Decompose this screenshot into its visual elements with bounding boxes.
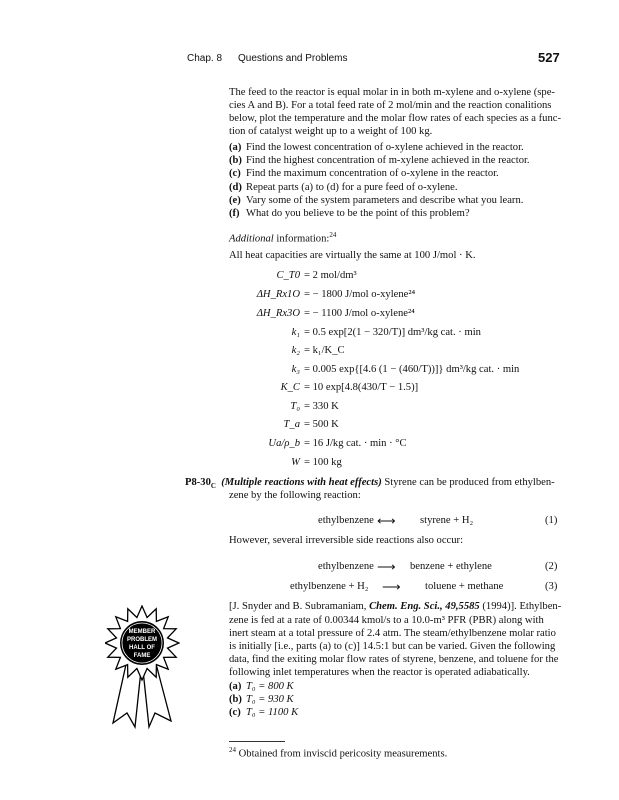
- equation-lhs: k₃: [291, 364, 300, 375]
- part-text: Vary some of the system parameters and describe what you learn.: [246, 195, 524, 206]
- equation-lhs: ΔH_Rx1O: [256, 289, 300, 300]
- part-label: (b): [229, 155, 242, 166]
- equation: [230, 269, 357, 282]
- additional-info-heading: Additional information:$^{24}$: [229, 231, 337, 245]
- equation-rhs: = 10 exp[4.8(430/T − 1.5)]: [304, 382, 419, 393]
- reaction-number: (2): [545, 561, 558, 572]
- body-line: is initially [i.e., parts (a) to (c)] 14.5:1 but can be varied. Given the following: [229, 641, 556, 652]
- equation-lhs: Ua/ρ_b: [268, 438, 300, 449]
- problem-text: zene by the following reaction:: [229, 490, 361, 501]
- page-number: 527: [538, 50, 560, 65]
- equation: [230, 344, 345, 357]
- equation: [230, 456, 342, 469]
- body-line: following inlet temperatures when the reactor is operated adiabatically.: [229, 667, 530, 678]
- body-line: data, find the exiting molar flow rates of styrene, benzene, and toluene for the: [229, 654, 559, 665]
- reaction-reactant: ethylbenzene: [318, 515, 374, 526]
- badge-text: HALL OF: [129, 645, 155, 651]
- equation-rhs: = − 1100 J/mol o-xylene²⁴: [304, 308, 415, 319]
- intro-line: tion of catalyst weight up to a weight of 100 kg.: [229, 126, 433, 137]
- equation: [230, 400, 339, 413]
- temp-value: T₀ = 800 K: [246, 681, 294, 692]
- reaction-number: (1): [545, 515, 558, 526]
- reaction-number: (3): [545, 581, 558, 592]
- temp-label: (a): [229, 681, 242, 692]
- part-text: Find the lowest concentration of o-xylene achieved in the reactor.: [246, 142, 524, 153]
- intro-line: The feed to the reactor is equal molar in in both m-xylene and o-xylene (spe-: [229, 87, 555, 98]
- equation-lhs: K_C: [280, 382, 300, 393]
- equation: [230, 381, 418, 394]
- part-text: What do you believe to be the point of this problem?: [246, 208, 470, 219]
- equation-lhs: k₂: [291, 345, 300, 356]
- heat-capacity-note: All heat capacities are virtually the same at 100 J/mol · K.: [229, 250, 476, 261]
- problem-heading: $P8-30_C$ (Multiple reactions with heat effects) Styrene can be produced from ethylben-: [185, 477, 555, 491]
- equation: [230, 288, 415, 301]
- reaction-reactant: ethylbenzene: [318, 561, 374, 572]
- part-text: Find the maximum concentration of o-xylene in the reactor.: [246, 168, 499, 179]
- equation-lhs: T_a: [283, 419, 300, 430]
- equation-lhs: k₁: [291, 327, 300, 338]
- badge-text: FAME: [133, 653, 151, 659]
- intro-line: below, plot the temperature and the molar flow rates of each species as a func-: [229, 113, 561, 124]
- equation-lhs: W: [291, 457, 300, 468]
- hall-of-fame-ribbon-icon: [105, 605, 180, 730]
- reaction-products: benzene + ethylene: [410, 561, 492, 572]
- reaction-products: toluene + methane: [425, 581, 504, 592]
- reaction-arrow: ⟷: [377, 513, 396, 528]
- part-label: (a): [229, 142, 242, 153]
- equation-rhs: = 0.5 exp[2(1 − 320/T)] dm³/kg cat. · min: [304, 327, 481, 338]
- equation-rhs: = 0.005 exp{[4.6 (1 − (460/T))]} dm³/kg cat. · min: [304, 364, 520, 375]
- equation: [230, 307, 415, 320]
- reaction-arrow: ⟶: [382, 579, 401, 594]
- part-label: (c): [229, 168, 241, 179]
- equation: [230, 363, 519, 376]
- part-label: (f): [229, 208, 240, 219]
- footnote: $^{24}$ Obtained from inviscid pericosity measurements.: [229, 746, 448, 760]
- reaction-arrow: ⟶: [377, 559, 396, 574]
- equation: [230, 418, 339, 431]
- equation-rhs: = 100 kg: [304, 457, 342, 468]
- intro-line: cies A and B). For a total feed rate of 2 mol/min and the reaction conalitions: [229, 100, 552, 111]
- temp-value: T₀ = 930 K: [246, 694, 294, 705]
- equation-rhs: = k₁/K_C: [304, 345, 345, 356]
- badge-text: MEMBER: [128, 629, 156, 635]
- temp-label: (b): [229, 694, 242, 705]
- equation-rhs: = − 1800 J/mol o-xylene²⁴: [304, 289, 416, 300]
- chapter-label: Chap. 8: [187, 53, 223, 64]
- equation-rhs: = 16 J/kg cat. · min · °C: [304, 438, 407, 449]
- reaction-products: styrene + H₂: [420, 515, 474, 526]
- equation-rhs: = 2 mol/dm³: [304, 270, 357, 281]
- part-label: (d): [229, 182, 242, 193]
- running-title: Questions and Problems: [238, 53, 348, 64]
- body-line: zene is fed at a rate of 0.00344 kmol/s to a 10.0-m³ PFR (PBR) along with: [229, 615, 544, 626]
- badge-text: PROBLEM: [127, 637, 157, 643]
- temp-value: T₀ = 1100 K: [246, 707, 299, 718]
- temp-label: (c): [229, 707, 241, 718]
- equation-rhs: = 500 K: [304, 419, 339, 430]
- part-label: (e): [229, 195, 241, 206]
- part-text: Find the highest concentration of m-xylene achieved in the reactor.: [246, 155, 530, 166]
- equation: [230, 326, 481, 339]
- however-text: However, several irreversible side reactions also occur:: [229, 535, 464, 546]
- footnote-rule: [229, 741, 285, 742]
- equation-rhs: = 330 K: [304, 401, 339, 412]
- equation: [230, 437, 407, 450]
- body-line: inert steam at a total pressure of 2.4 atm. The steam/ethylbenzene molar ratio: [229, 628, 556, 639]
- part-text: Repeat parts (a) to (d) for a pure feed of o-xylene.: [246, 182, 458, 193]
- equation-lhs: ΔH_Rx3O: [256, 308, 300, 319]
- equation-lhs: C_T0: [276, 270, 300, 281]
- reaction-reactant: ethylbenzene + H₂: [290, 581, 369, 592]
- equation-lhs: T₀: [290, 401, 300, 412]
- citation: [J. Snyder and B. Subramaniam, Chem. Eng. Sci., 49,5585 (1994)]. Ethylben-: [229, 601, 562, 612]
